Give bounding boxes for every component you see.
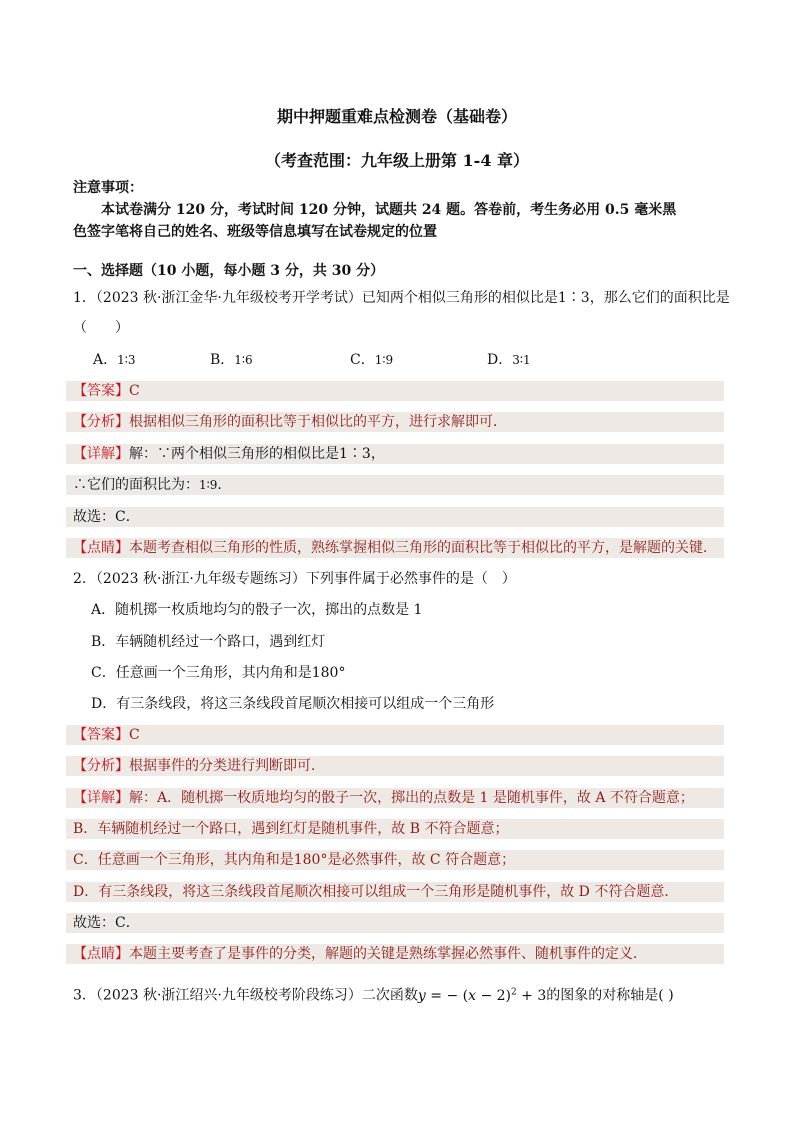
section-heading: 一、选择题（10 小题，每小题 3 分，共 30 分） <box>73 263 385 279</box>
point-label: 【点睛】 <box>73 946 129 962</box>
q3-stem-end: 的图象的对称轴是( ) <box>546 987 674 1004</box>
q1-analysis-text: 根据相似三角形的面积比等于相似比的平方，进行求解即可． <box>129 414 507 430</box>
q2-option-d: D．有三条线段，将这三条线段首尾顺次相接可以组成一个三角形 <box>91 696 495 712</box>
q1-detail-1-end: ， <box>370 446 385 462</box>
q3-stem-text: 3．（2023 秋·浙江绍兴·九年级校考阶段练习）二次函数 <box>73 987 418 1004</box>
analysis-label: 【分析】 <box>73 414 129 430</box>
q1-option-d-letter: D． <box>487 352 513 368</box>
q2-answer <box>66 725 724 745</box>
page-title: 期中押题重难点检测卷（基础卷） <box>276 107 517 126</box>
q1-blank: （ ） <box>73 320 129 336</box>
q2-choose: 故选：C． <box>66 913 724 933</box>
q3-function <box>418 988 546 1004</box>
q1-option-d <box>487 350 531 370</box>
q2-option-c <box>91 663 345 683</box>
q2-detail-4: D．有三条线段，将这三条线段首尾顺次相接可以组成一个三角形是随机事件，故 D 不符合题意． <box>66 882 724 902</box>
q1-option-c <box>350 350 393 370</box>
q1-option-a <box>93 350 136 370</box>
analysis-label: 【分析】 <box>73 758 129 774</box>
q3-func-x: x <box>468 987 476 1004</box>
q1-choose: 故选：C． <box>66 507 724 527</box>
q2-detail-2: B．车辆随机经过一个路口，遇到红灯是随机事件，故 B 不符合题意； <box>66 819 724 839</box>
q1-option-a-value: 1∶3 <box>117 353 136 367</box>
q1-analysis <box>66 412 724 432</box>
q2-detail-3-text: C．任意画一个三角形，其内角和是 <box>73 852 294 868</box>
q2-analysis <box>66 756 724 776</box>
q1-detail-2-text: ∴它们的面积比为： <box>73 477 199 493</box>
q2-option-c-text: C．任意画一个三角形，其内角和是 <box>91 665 312 681</box>
q2-point-text: 本题主要考查了是事件的分类，解题的关键是熟练掌握必然事件、随机事件的定义． <box>129 946 647 962</box>
q1-stem-text: 1．（2023 秋·浙江金华·九年级校考开学考试）已知两个相似三角形的相似比是 <box>73 290 558 306</box>
q3-stem <box>73 982 674 1006</box>
q2-detail-1-text: 解：A．随机掷一枚质地均匀的骰子一次，掷出的点数是 1 是随机事件，故 A 不符合题意； <box>129 790 694 806</box>
q1-detail-1-math: 1∶3 <box>339 446 371 462</box>
q1-detail-1 <box>66 444 724 464</box>
q1-option-c-letter: C． <box>350 352 375 368</box>
q2-point <box>66 944 724 964</box>
q1-stem <box>73 288 730 308</box>
q2-detail-3 <box>66 850 724 870</box>
q1-point <box>66 538 724 558</box>
q3-func-eq: = − ( <box>425 987 469 1004</box>
q2-stem: 2．（2023 秋·浙江·九年级专题练习）下列事件属于必然事件的是（ ） <box>73 571 516 587</box>
q2-option-a: A．随机掷一枚质地均匀的骰子一次，掷出的点数是 1 <box>91 602 423 618</box>
notice-heading: 注意事项： <box>73 180 143 196</box>
q3-func-rest: − 2) <box>476 987 511 1004</box>
answer-label: 【答案】 <box>73 727 129 743</box>
q3-func-tail: + 3 <box>516 987 547 1004</box>
notice-line-1: 本试卷满分 120 分，考试时间 120 分钟，试题共 24 题。答卷前，考生务必用 0.5 毫米黑 <box>101 202 677 218</box>
q1-detail-1-text: 解：∵两个相似三角形的相似比是 <box>129 446 339 462</box>
detail-label: 【详解】 <box>73 446 129 462</box>
q1-option-b-value: 1∶6 <box>234 353 253 367</box>
q1-option-c-value: 1∶9 <box>374 353 394 367</box>
q2-option-c-math: 180° <box>311 665 346 681</box>
q1-option-b-letter: B． <box>210 352 235 368</box>
q2-detail-1 <box>66 788 724 808</box>
q1-option-d-value: 3∶1 <box>512 353 531 367</box>
point-label: 【点睛】 <box>73 540 129 556</box>
q1-answer-value: C <box>129 383 140 399</box>
q1-stem-end: ，那么它们的面积比是 <box>589 290 730 306</box>
q1-point-text: 本题考查相似三角形的性质，熟练掌握相似三角形的面积比等于相似比的平方，是解题的关键． <box>129 540 717 556</box>
q1-option-b <box>210 350 253 370</box>
q2-detail-3-math: 180° <box>293 852 328 868</box>
q1-detail-2-math: 1∶9 <box>199 478 218 492</box>
q2-analysis-text: 根据事件的分类进行判断即可． <box>129 758 325 774</box>
q1-answer <box>66 381 724 401</box>
q3-func-y: y <box>417 987 426 1004</box>
q2-detail-3-end: 是必然事件，故 C 符合题意； <box>327 852 516 868</box>
q2-answer-value: C <box>129 727 140 743</box>
notice-line-2: 色签字笔将自己的姓名、班级等信息填写在试卷规定的位置 <box>73 224 437 240</box>
page-subtitle: （考查范围：九年级上册第 1-4 章） <box>264 151 530 170</box>
detail-label: 【详解】 <box>73 790 129 806</box>
q1-ratio: 1∶3 <box>557 290 590 306</box>
q1-detail-2-end: ． <box>217 477 232 493</box>
q2-option-b: B．车辆随机经过一个路口，遇到红灯 <box>91 634 326 650</box>
q1-detail-2 <box>66 475 724 495</box>
q1-option-a-letter: A． <box>93 352 118 368</box>
q3-func-exp: 2 <box>511 987 517 997</box>
answer-label: 【答案】 <box>73 383 129 399</box>
